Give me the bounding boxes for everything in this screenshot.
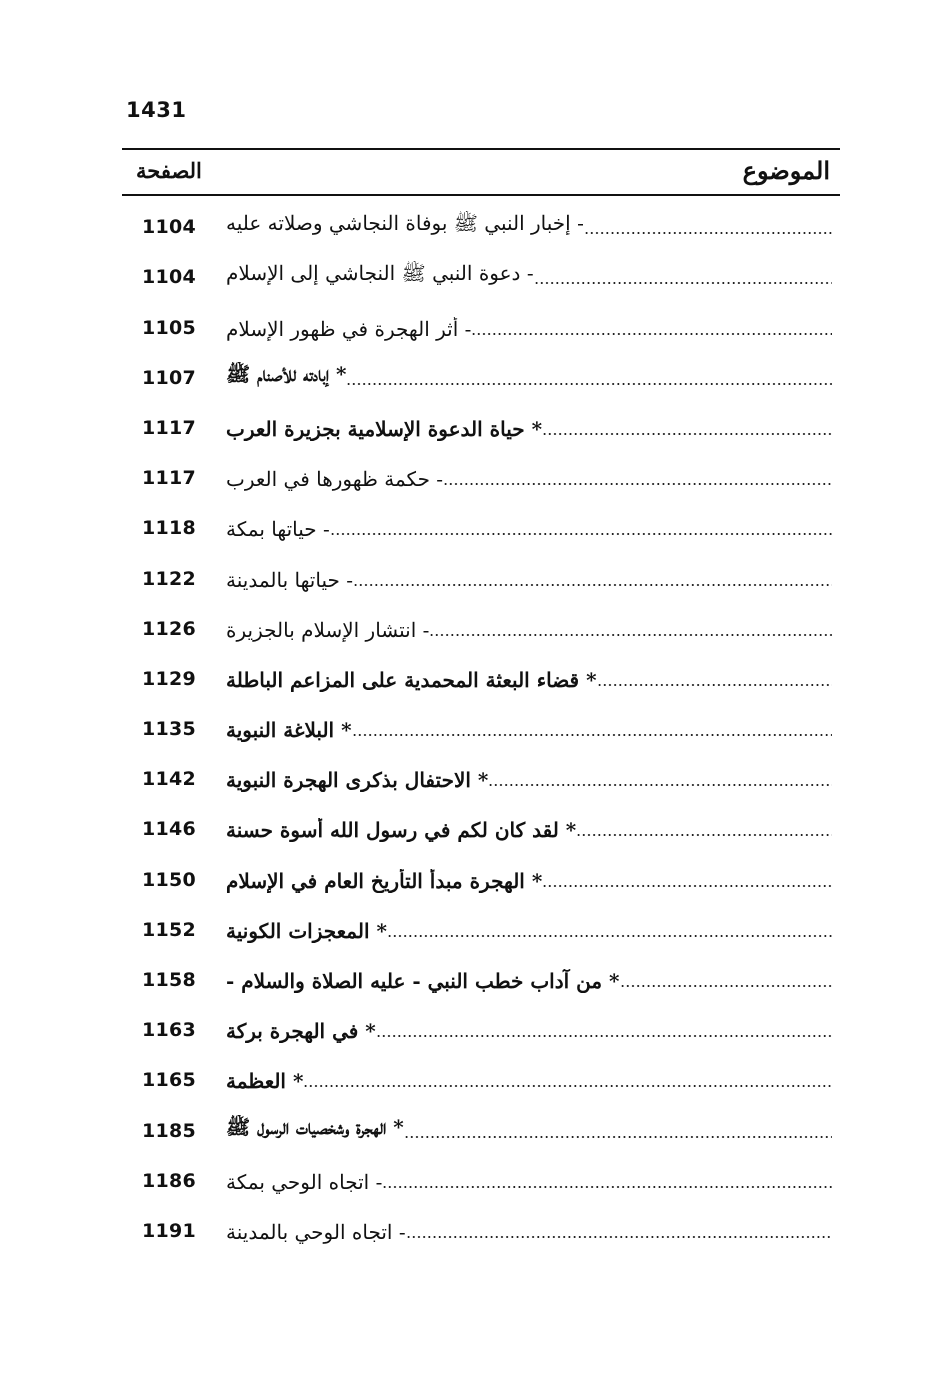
toc-entry-title-line — [220, 869, 832, 893]
toc-entry-title — [220, 869, 542, 893]
toc-entry-title — [220, 417, 542, 441]
dot-leader — [534, 271, 832, 285]
asterisk-marker: * — [376, 918, 387, 943]
toc-entry[interactable] — [122, 750, 840, 800]
toc-entry-page-number: 1129 — [142, 667, 197, 690]
dot-leader — [429, 623, 832, 637]
toc-entry-title — [220, 919, 387, 943]
dot-leader — [620, 974, 832, 988]
toc-entry-page-number: 1158 — [142, 969, 197, 991]
asterisk-marker: * — [586, 667, 597, 692]
toc-entry-title-line — [220, 1170, 832, 1194]
dash-marker: - — [526, 261, 534, 286]
toc-entry-page-number: 1186 — [142, 1169, 197, 1192]
dot-leader — [382, 1175, 832, 1189]
toc-entry-page-number: 1142 — [142, 768, 197, 791]
toc-entry-title-line — [220, 1115, 832, 1144]
dot-leader — [597, 673, 832, 687]
toc-entry-label: العظمة — [226, 1069, 286, 1094]
dot-leader — [471, 322, 832, 336]
toc-entry-title-line — [220, 517, 832, 541]
toc-entry-title — [220, 517, 330, 541]
dash-marker: - — [422, 617, 430, 642]
toc-entry-label: الهجرة وشخصيات الرسول ﷺ — [226, 1114, 387, 1139]
toc-entry-title — [220, 768, 488, 792]
toc-entry-title-line — [220, 568, 832, 592]
toc-entry-page-number: 1150 — [142, 868, 197, 891]
toc-entry-title — [220, 718, 352, 742]
table-of-contents — [122, 198, 840, 1252]
dot-leader — [330, 522, 832, 536]
toc-entry[interactable] — [122, 549, 840, 599]
toc-entry[interactable] — [122, 349, 840, 399]
toc-entry-label: لقد كان لكم في رسول الله أسوة حسنة — [226, 818, 559, 843]
dot-leader — [542, 874, 832, 888]
toc-entry[interactable] — [122, 198, 840, 248]
toc-entry-title — [220, 618, 429, 642]
toc-entry-label: إخبار النبي ﷺ بوفاة النجاشي وصلاته عليه — [226, 211, 571, 236]
toc-entry-page-number: 1107 — [142, 366, 197, 389]
dot-leader — [584, 221, 832, 235]
toc-entry-label: انتشار الإسلام بالجزيرة — [226, 617, 417, 642]
asterisk-marker: * — [609, 969, 620, 993]
toc-entry-title-line — [220, 1069, 832, 1093]
dash-marker: - — [577, 211, 584, 236]
toc-entry-label: البلاغة النبوية — [226, 718, 335, 743]
toc-entry-page-number: 1135 — [142, 718, 197, 741]
toc-entry[interactable] — [122, 1001, 840, 1051]
toc-entry[interactable] — [122, 1101, 840, 1151]
asterisk-marker: * — [531, 416, 543, 441]
toc-entry-label: في الهجرة بركة — [226, 1019, 359, 1044]
toc-entry-label: أثر الهجرة في ظهور الإسلام — [226, 316, 459, 341]
toc-entry-page-number: 1104 — [142, 266, 197, 289]
toc-entry-title-line — [220, 211, 832, 240]
asterisk-marker: * — [292, 1069, 304, 1094]
dot-leader — [376, 1024, 832, 1038]
toc-entry-page-number: 1118 — [142, 517, 197, 540]
dot-leader — [488, 773, 832, 787]
asterisk-marker: * — [336, 361, 347, 386]
dash-marker: - — [436, 467, 444, 492]
toc-entry-page-number: 1163 — [142, 1019, 197, 1042]
toc-entry-label: الهجرة مبدأ التأريخ العام في الإسلام — [226, 868, 525, 893]
toc-entry-label: من آداب خطب النبي - عليه الصلاة والسلام - — [226, 969, 603, 993]
toc-entry-title — [220, 1069, 303, 1093]
dot-leader — [346, 372, 832, 386]
toc-entry-title-line — [220, 818, 832, 842]
toc-entry[interactable] — [122, 700, 840, 750]
toc-entry-title-line — [220, 969, 832, 993]
asterisk-marker: * — [565, 818, 577, 843]
toc-entry-label: الاحتفال بذكرى الهجرة النبوية — [226, 768, 471, 793]
toc-entry-page-number: 1191 — [142, 1219, 197, 1242]
toc-entry-page-number: 1117 — [142, 467, 197, 490]
toc-entry-label: حياتها بمكة — [226, 517, 317, 542]
toc-entry-title-line — [220, 1220, 832, 1244]
toc-entry-page-number: 1146 — [142, 818, 197, 841]
toc-entry[interactable] — [122, 1051, 840, 1101]
toc-entry-title-line — [220, 768, 832, 792]
page-column-heading: الصفحة — [136, 158, 202, 183]
toc-entry-page-number: 1122 — [142, 567, 197, 590]
dash-marker: - — [322, 517, 330, 542]
dash-marker: - — [464, 316, 472, 341]
toc-entry-title-line — [220, 1019, 832, 1043]
toc-entry[interactable] — [122, 298, 840, 348]
toc-entry[interactable] — [122, 850, 840, 900]
toc-entry[interactable] — [122, 248, 840, 298]
toc-entry[interactable] — [122, 399, 840, 449]
toc-entry-label: دعوة النبي ﷺ النجاشي إلى الإسلام — [226, 261, 521, 286]
toc-entry-title-line — [220, 919, 832, 943]
dash-marker: - — [398, 1219, 406, 1244]
dot-leader — [406, 1225, 832, 1239]
toc-entry-title — [220, 568, 353, 592]
toc-entry-title-line — [220, 362, 832, 391]
toc-entry[interactable] — [122, 499, 840, 549]
toc-entry-label: المعجزات الكونية — [226, 918, 370, 943]
toc-entry-title-line — [220, 417, 832, 441]
dot-leader — [353, 573, 832, 587]
asterisk-marker: * — [393, 1114, 404, 1139]
toc-entry-title — [220, 467, 443, 491]
dot-leader — [443, 472, 832, 486]
toc-entry[interactable] — [122, 901, 840, 951]
toc-entry-title — [220, 317, 471, 341]
dot-leader — [387, 924, 832, 938]
toc-entry-title — [220, 1220, 406, 1244]
toc-entry[interactable] — [122, 600, 840, 650]
toc-entry-label: إبادته للأصنام ﷺ — [226, 361, 330, 386]
toc-entry-label: قضاء البعثة المحمدية على المزاعم الباطلة — [226, 667, 580, 692]
dot-leader — [303, 1074, 832, 1088]
toc-entry-title — [220, 211, 584, 240]
asterisk-marker: * — [341, 718, 352, 743]
toc-entry-label: حياتها بالمدينة — [226, 567, 340, 592]
toc-entry-label: اتجاه الوحي بالمدينة — [226, 1219, 393, 1244]
toc-entry-title — [220, 668, 597, 692]
topic-column-heading: الموضوع — [742, 156, 830, 185]
toc-entry-title-line — [220, 668, 832, 692]
toc-entry-label: حياة الدعوة الإسلامية بجزيرة العرب — [226, 416, 525, 441]
toc-entry-label: اتجاه الوحي بمكة — [226, 1169, 370, 1194]
dot-leader — [542, 422, 832, 436]
toc-entry-title — [220, 1115, 404, 1144]
page-number: 1431 — [126, 98, 187, 122]
toc-entry-title — [220, 818, 576, 842]
toc-entry-page-number: 1165 — [142, 1069, 197, 1092]
toc-entry-title-line — [220, 317, 832, 341]
toc-entry-title — [220, 261, 534, 290]
toc-entry-page-number: 1126 — [142, 617, 197, 640]
asterisk-marker: * — [531, 868, 543, 893]
toc-entry[interactable] — [122, 951, 840, 1001]
toc-header — [122, 148, 840, 196]
toc-entry[interactable] — [122, 1152, 840, 1202]
toc-entry-title-line — [220, 467, 832, 491]
toc-entry-title — [220, 362, 346, 391]
dot-leader — [404, 1125, 832, 1139]
toc-entry-title-line — [220, 618, 832, 642]
dash-marker: - — [375, 1169, 383, 1194]
dot-leader — [576, 823, 832, 837]
asterisk-marker: * — [477, 768, 489, 793]
toc-entry-page-number: 1105 — [142, 316, 197, 339]
toc-entry-title — [220, 969, 620, 993]
toc-entry[interactable] — [122, 449, 840, 499]
dash-marker: - — [346, 567, 353, 592]
toc-entry-page-number: 1185 — [142, 1119, 197, 1142]
dot-leader — [352, 723, 832, 737]
toc-entry-label: حكمة ظهورها في العرب — [226, 467, 430, 492]
toc-entry-title-line — [220, 261, 832, 290]
toc-entry-title — [220, 1019, 376, 1043]
toc-entry-page-number: 1152 — [142, 918, 197, 941]
toc-entry-title — [220, 1170, 382, 1194]
asterisk-marker: * — [365, 1019, 376, 1044]
toc-entry-title-line — [220, 718, 832, 742]
toc-entry-page-number: 1104 — [142, 216, 197, 239]
toc-entry[interactable] — [122, 650, 840, 700]
toc-entry[interactable] — [122, 800, 840, 850]
toc-entry[interactable] — [122, 1202, 840, 1252]
toc-entry-page-number: 1117 — [142, 416, 197, 439]
